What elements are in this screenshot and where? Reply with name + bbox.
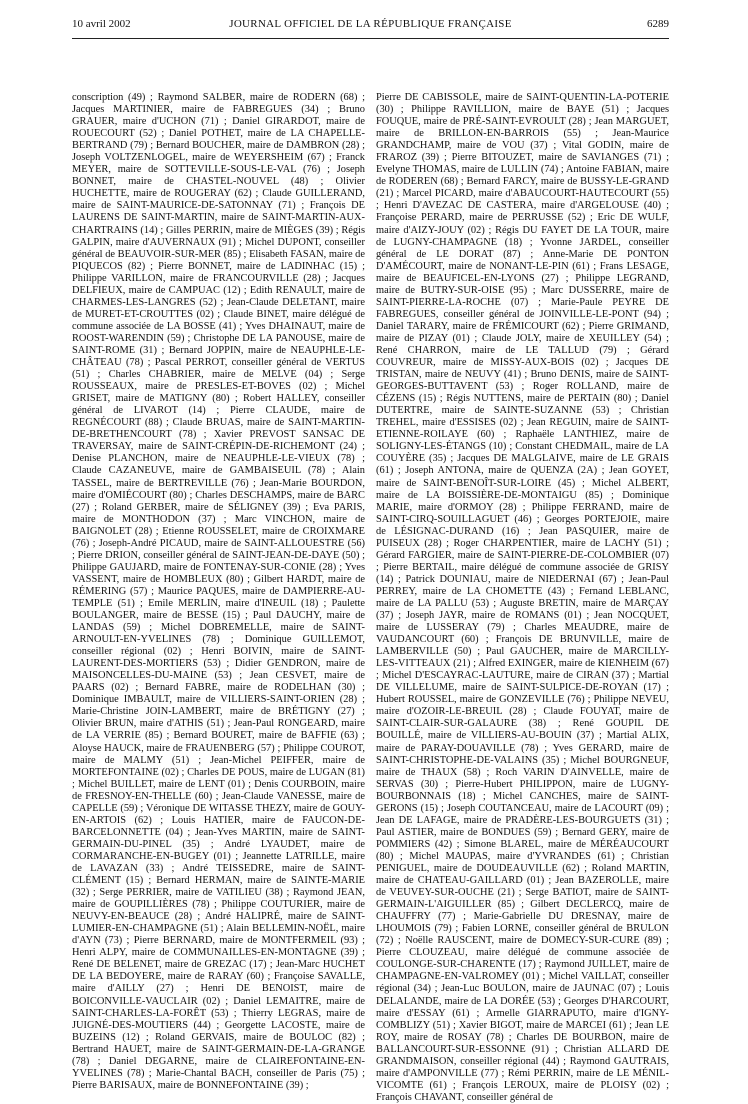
header-rule: [72, 38, 669, 39]
publication-title: JOURNAL OFFICIEL DE LA RÉPUBLIQUE FRANÇAISE: [229, 18, 512, 30]
issue-date: 10 avril 2002: [72, 18, 131, 30]
page-number: 6289: [647, 18, 669, 30]
right-column-text: Pierre DE CABISSOLE, maire de SAINT-QUENTIN-LA-POTERIE (30) ; Philippe RAVILLION, maire de BAYE (51) ; Jacques FOUQUE, maire de PRÉ-SAINT-EVROULT (28) ; Jean MARGUET, maire de BRILLON-EN-BARROIS (55) ; Jean-Maurice GRANDCHAMP, maire de VOU (37) ; Vital GODIN, maire de FRAROZ (39) ; Pierre BITOUZET, maire de SAVIANGES (71) ; Evelyne THOMAS, maire de LULLIN (74) ; Antoine FABIAN, maire de RODEREN (68) ; Bernard FARCY, maire de BUSSY-LE-GRAND (21) ; Marcel PICARD, maire d'ABAUCOURT-HAUTECOURT (55) ; Henri D'AVEZAC DE CASTERA, maire d'ARGELOUSE (40) ; Françoise PERARD, maire de PERRUSSE (52) ; Eric DE WULF, maire d'AIZY-JOUY (02) ; Régis DU FAYET DE LA TOUR, maire de LUGNY-CHAMPAGNE (18) ; Yvonne JARDEL, conseiller général de LE DORAT (87) ; Anne-Marie DE PONTON D'AMÉCOURT, maire de NONANT-LE-PIN (61) ; Frans LESAGE, maire de BEAUFICEL-EN-LYONS (27) ; Philippe LEGRAND, maire de BUTRY-SUR-OISE (95) ; Marc DUSSERRE, maire de SAINT-PIERRE-LA-ROCHE (07) ; Marie-Paule PEYRE DE FABREGUES, conseiller général de JOINVILLE-LE-PONT (94) ; Daniel TARARY, maire de FRÉMICOURT (62) ; Pierre GRIMAND, maire de PIZAY (01) ; Claude JOLY, maire de XEUILLEY (54) ; René CHARRON, maire de LE TALLUD (79) ; Gérard COUVREUR, maire de MISSY-AUX-BOIS (02) ; Jacques DE TRISTAN, maire de NEUVY (41) ; Bruno DENIS, maire de SAINT-GEORGES-BUTTAVENT (53) ; Roger ROLLAND, maire de CÉZENS (15) ; Régis NUTTENS, maire de PERTAIN (80) ; Daniel DUTERTRE, maire de SAINTE-SUZANNE (53) ; Christian TREHEL, maire d'ESSISES (02) ; Jean REGUIN, maire de SAINT-ETIENNE-ROILAYE (60) ; Raphaële LANTHIEZ, maire de SOLIGNY-LES-ÉTANGS (10) ; Constant CHEDMAIL, maire de LA COUYÈRE (35) ; Jacques DE MALGLAIVE, maire de LE GRAIS (61) ; Joseph ANTONA, maire de QUENZA (2A) ; Jean GOYET, maire de SAINT-BENOÎT-SUR-LOIRE (45) ; Michel ALBERT, maire de LA BOISSIÈRE-DE-MONTAIGU (85) ; Dominique MARIE, maire d'ORMOY (28) ; Philippe FERRAND, maire de SAINT-CIRQ-SOUILLAGUET (46) ; Georges PORTEJOIE, maire de LÉSIGNAC-DURAND (16) ; Jean PASQUIER, maire de PUISEUX (28) ; Roger CHARPENTIER, maire de LACHY (51) ; Gérard FARGIER, maire de SAINT-PIERRE-DE-COLOMBIER (07) ; Pierre BERTAIL, maire délégué de commune associée de GRISY (14) ; Patrick DOUNIAU, maire de NIEDERNAI (67) ; Jean-Paul PERREY, maire de LA CHOMETTE (43) ; Fernand LEBLANC, maire de LA PALLU (53) ; Auguste BRETIN, maire de MARÇAY (37) ; Joseph JAYR, maire de ROMANS (01) ; Jean NOCQUET, maire de LUSSERAY (79) ; Charles MEAUDRE, maire de VAUDANCOURT (60) ; François DE BRUNVILLE, maire de LAMBERVILLE (50) ; Paul GAUCHER, maire de MARCILLY-LES-VITTEAUX (21) ; Alfred EXINGER, maire de KIENHEIM (67) ; Michel D'ESCAYRAC-LAUTURE, maire de CIRAN (37) ; Martial DE VILLELUME, maire de SAINT-SULPICE-DE-ROYAN (17) ; Hubert ROUSSEL, maire de GONZEVILLE (76) ; Philippe NEVEU, maire d'OZOIR-LE-BREUIL (28) ; Claude FOUYAT, maire de SAINT-CLAIR-SUR-GALAURE (38) ; René GOUPIL DE BOUILLÉ, maire de VILLIERS-AU-BOUIN (37) ; Martial ALIX, maire de PARAY-DOUAVILLE (78) ; Yves GERARD, maire de SAINT-CHRISTOPHE-DE-VALAINS (35) ; Michel BOURGNEUF, maire de THAUX (58) ; Roch VARIN D'AINVELLE, maire de SERVAS (30) ; Pierre-Hubert PHILIPPON, maire de LUGNY-BOURBONNAIS (18) ; Michel CANCHES, maire de SAINT-GERONS (15) ; Joseph COUTANCEAU, maire de LACOURT (09) ; Jean DE LAFAGE, maire de PRADÈRE-LES-BOURGUETS (31) ; Paul ASTIER, maire de BONDUES (59) ; Bernard GERY, maire de POMMIERS (42) ; Simone BLAREL, maire de MÉRÉAUCOURT (80) ; Michel MAUPAS, maire d'YVRANDES (61) ; Christian PENIGUEL, maire de DOUDEAUVILLE (62) ; Roland MARTIN, maire de CHATEAU-GAILLARD (01) ; Jean BAZEROLLE, maire de VEUVEY-SUR-OUCHE (21) ; Serge BATIOT, maire de SAINT-GERMAIN-L'AIGUILLER (85) ; Gilbert DECLERCQ, maire de CHAUFFRY (77) ; Marie-Gabrielle DU DRESNAY, maire de LHOUMOIS (79) ; Fabien LORNE, conseiller général de BRULON (72) ; Noëlle RAUSCENT, maire de DOMECY-SUR-CURE (89) ; Pierre CLOUZEAU, maire délégué de commune associée de COULONGE-SUR-CHARENTE (17) ; Raymond JUILLET, maire de CHAMPAGNE-EN-VALROMEY (01) ; Michel VAILLAT, conseiller régional (34) ; Jean-Luc BOULON, maire de JAUNAC (07) ; Louis DELALANDE, maire de LA DORÉE (53) ; Georges D'HARCOURT, maire d'ESSAY (61) ; Armelle GIARRAPUTO, maire d'IGNY-COMBLIZY (51) ; Xavier BIGOT, maire de MARCEI (61) ; Jean LE ROY, maire de ROSAY (78) ; Charles DE BOURBON, maire de BALLANCOURT-SUR-ESSONNE (91) ; Christian ALLARD DE GRANDMAISON, conseiller régional (44) ; Raymond GAUTRAIS, maire d'AMPONVILLE (77) ; Rémi PERRIN, maire de LE MÉNIL-VICOMTE (61) ; François LEROUX, maire de PLOISY (02) ; François CHAVANT, conseiller général de: [376, 92, 669, 1103]
left-column-text: conscription (49) ; Raymond SALBER, maire de RODERN (68) ; Jacques MARTINIER, maire de FABREGUES (34) ; Bruno GRAUER, maire d'UCHON (71) ; Daniel GIRARDOT, maire de ROUECOURT (52) ; Daniel POTHET, maire de LA CHAPELLE-BERTRAND (79) ; Bernard BOUCHER, maire de DAMBRON (28) ; Joseph VOLTZENLOGEL, maire de WEYERSHEIM (67) ; Franck MEYER, maire de SOTTEVILLE-SOUS-LE-VAL (76) ; Joseph BONNET, maire de CHASTEL-NOUVEL (48) ; Olivier HUCHETTE, maire de ROUGERAY (62) ; Claude GUILLERAND, maire de SAINT-MAURICE-DE-SATONNAY (71) ; François DE LAURENS DE SAINT-MARTIN, maire de SAINT-MARTIN-AUX-CHARTRAINS (14) ; Gilles PERRIN, maire de MIÈGES (39) ; Régis GALPIN, maire d'AUVERNAUX (91) ; Michel DUPONT, conseiller général de BEAUVOIR-SUR-MER (85) ; Elisabeth FASAN, maire de PIQUECOS (82) ; Pierre BONNET, maire de LADINHAC (15) ; Philippe VARILLON, maire de FRANCOURVILLE (28) ; Jacques DELFIEUX, maire de CAMPUAC (12) ; Edith RENAULT, maire de CHARMES-LES-LANGRES (52) ; Jean-Claude DELETANT, maire de MURET-ET-CROUTTES (02) ; Claude BINET, maire délégué de commune associée de LA BOSSE (41) ; Yves DHAINAUT, maire de ROOST-WARENDIN (59) ; Christophe DE LA PANOUSE, maire de SAINT-ROME (31) ; Bernard JOPPIN, maire de NEAUPHLE-LE-CHÂTEAU (78) ; Pascal PERROT, conseiller général de VERTUS (51) ; Charles CHABRIER, maire de MELVE (04) ; Serge ROUSSEAUX, maire de PRESLES-ET-BOVES (02) ; Michel GRISET, maire de MATIGNY (80) ; Robert HALLEY, conseiller général de LIVAROT (14) ; Pierre CLAUDE, maire de REGNÉCOURT (88) ; Claude BRUAS, maire de SAINT-MARTIN-DE-BRETHENCOURT (78) ; Xavier PREVOST SANSAC DE TRAVERSAY, maire de SAINT-CRÉPIN-DE-RICHEMONT (24) ; Denise PLANCHON, maire de NEAUPHLE-LE-VIEUX (78) ; Claude CAZANEUVE, maire de GAMBAISEUIL (78) ; Alain TASSEL, maire de BERTREVILLE (76) ; Jean-Marie BOURDON, maire d'OMIÉCOURT (80) ; Charles DESCHAMPS, maire de BARC (27) ; Roland GERBER, maire de SÉLIGNEY (39) ; Eva PARIS, maire de MONTHODON (37) ; Marc VINCHON, maire de BAIGNOLET (28) ; Etienne ROUSSELET, maire de CROIXMARE (76) ; Joseph-André PICAUD, maire de SAINT-ALLOUESTRE (56) ; Pierre DRION, conseiller général de SAINT-JEAN-DE-DAYE (50) ; Philippe GAUJARD, maire de FONTENAY-SUR-CONIE (28) ; Yves VASSENT, maire de HOMBLEUX (80) ; Gilbert HARDT, maire de RÉMERING (57) ; Maurice PAQUES, maire de DAMPIERRE-AU-TEMPLE (51) ; Emile MERLIN, maire d'INEUIL (18) ; Paulette BOULANGER, maire de BESSE (15) ; Paul DAUCHY, maire de LANDAS (59) ; Michel DOBREMELLE, maire de SAINT-ARNOULT-EN-YVELINES (78) ; Dominique GUILLEMOT, conseiller régional (02) ; Henri BOIVIN, maire de SAINT-LAURENT-DES-MORTIERS (53) ; Didier GENDRON, maire de MAISONCELLES-DU-MAINE (53) ; Jean CESVET, maire de PAARS (02) ; Bernard FABRE, maire de RODELHAN (30) ; Dominique IMBAULT, maire de VILLIERS-SAINT-ORIEN (28) ; Marie-Christine JOIN-LAMBERT, maire de BRÉTIGNY (27) ; Olivier BRUN, maire d'ATHIS (51) ; Jean-Paul RONGEARD, maire de LA VERRIE (85) ; Bernard BOURET, maire de BAFFIE (63) ; Aloyse HAUCK, maire de FRAUENBERG (57) ; Philippe COUROT, maire de MALMY (51) ; Jean-Michel PEIFFER, maire de MORTEFONTAINE (02) ; Charles DE POUS, maire de LUGAN (81) ; Michel BUILLET, maire de LENT (01) ; Denis COURBOIN, maire de FRESNOY-EN-THELLE (60) ; Jean-Claude VANESSE, maire de CAPELLE (59) ; Véronique DE WITASSE THEZY, maire de GOUY-EN-ARTOIS (62) ; Louis HATIER, maire de FAUCON-DE-BARCELONNETTE (04) ; Jean-Yves MARTIN, maire de SAINT-GERMAIN-DU-PINEL (35) ; André LYAUDET, maire de CORMARANCHE-EN-BUGEY (01) ; Jeannette LATRILLE, maire de LAVAZAN (33) ; André TEISSEDRE, maire de SAINT-CLÉMENT (15) ; Bernard HERMAN, maire de SAINTE-MARIE (32) ; Serge PERRIER, maire de VATILIEU (38) ; Raymond JEAN, maire de GOUPILLIÈRES (78) ; Philippe COUTURIER, maire de NEUVY-EN-BEAUCE (28) ; André HALIPRÉ, maire de SAINT-LUMIER-EN-CHAMPAGNE (51) ; Alain BELLEMIN-NOËL, maire d'AYN (73) ; Pierre BERNARD, maire de MONTFERMEIL (93) ; Henri ALPY, maire de COMMUNAILLES-EN-MONTAGNE (39) ; René DE BELENET, maire de GREZAC (17) ; Jean-Marc HUCHET DE LA BEDOYERE, maire de RARAY (60) ; Françoise SAVALLE, maire d'AILLY (27) ; Henri DE BENOIST, maire de BOICONVILLE-VAUCLAIR (02) ; Daniel LEMAITRE, maire de SAINT-CHARLES-LA-FORÊT (53) ; Thierry LEGRAS, maire de JUIGNÉ-DES-MOUTIERS (44) ; Georgette LACOSTE, maire de BUZEINS (12) ; Roland GERVAIS, maire de BOULOC (82) ; Bertrand HAUET, maire de SAINT-GERMAIN-DE-LA-GRANGE (78) ; Daniel DEGARNE, maire de CLAIREFONTAINE-EN-YVELINES (78) ; Marie-Chantal BACH, conseiller de Paris (75) ; Pierre BARISAUX, maire de BONNEFONTAINE (39) ;: [72, 92, 365, 1091]
right-column: [376, 92, 669, 1103]
text-columns: [72, 92, 669, 1103]
left-column: [72, 92, 365, 1091]
page-header: [72, 16, 669, 36]
